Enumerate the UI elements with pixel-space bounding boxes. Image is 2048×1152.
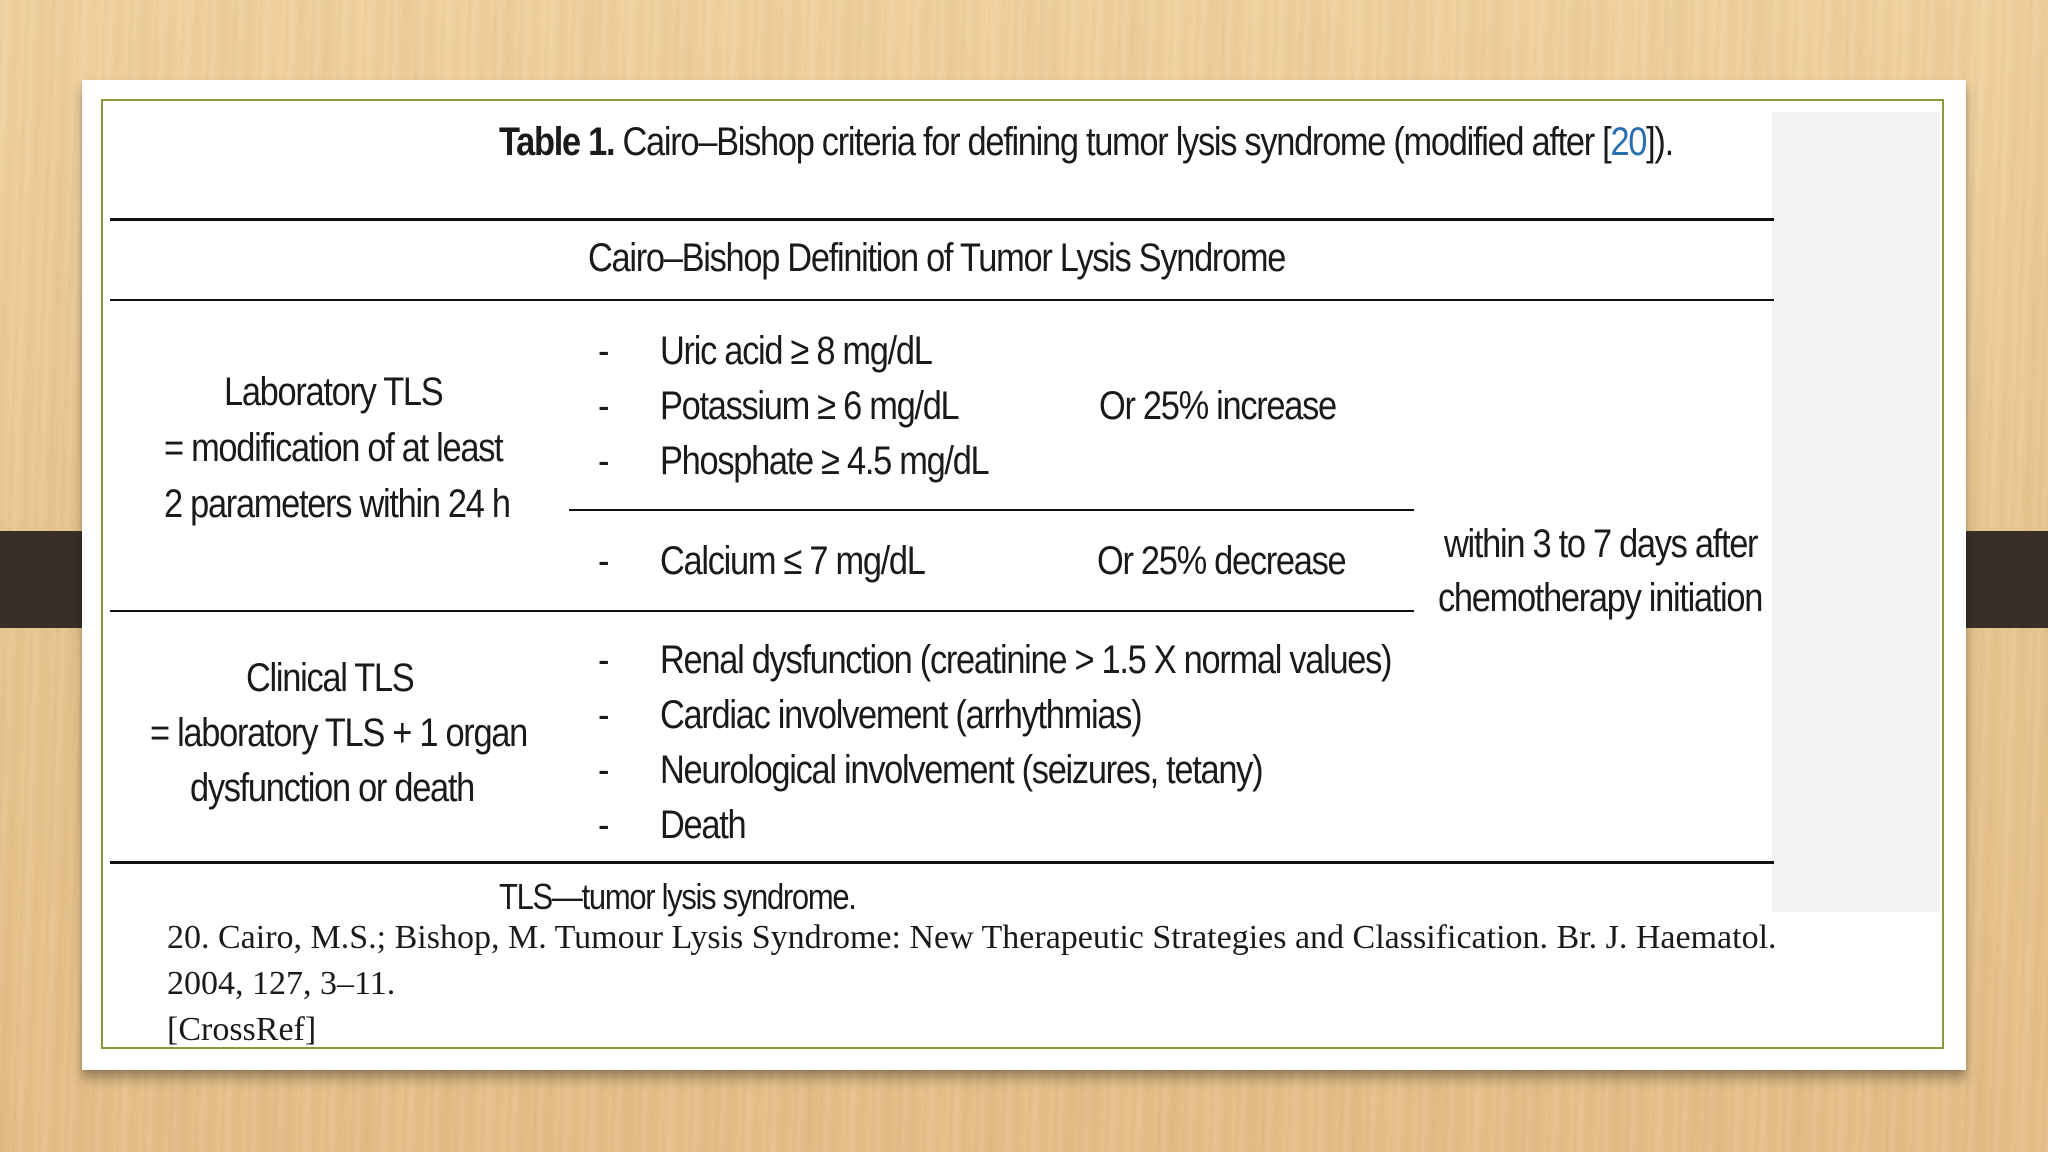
increase-note: Or 25% increase bbox=[1099, 384, 1336, 428]
crossref-link[interactable]: [CrossRef] bbox=[167, 1011, 317, 1048]
timing-line-2: chemotherapy initiation bbox=[1438, 576, 1763, 620]
lab-label-line-3: 2 parameters within 24 h bbox=[164, 482, 510, 526]
clinical-item-neurological: Neurological involvement (seizures, tetany) bbox=[660, 748, 1263, 792]
table-header: Cairo–Bishop Definition of Tumor Lysis Syndrome bbox=[588, 236, 1286, 280]
clinical-label-line-2: = laboratory TLS + 1 organ bbox=[150, 711, 527, 755]
table-caption-end: ]). bbox=[1646, 120, 1673, 164]
lab-bullet: - bbox=[598, 384, 609, 428]
lab-item-uric-acid: Uric acid ≥ 8 mg/dL bbox=[660, 329, 932, 373]
clinical-item-cardiac: Cardiac involvement (arrhythmias) bbox=[660, 693, 1142, 737]
clinical-bullet: - bbox=[598, 693, 609, 737]
table-footnote: TLS—tumor lysis syndrome. bbox=[499, 876, 856, 917]
lab-bullet: - bbox=[598, 439, 609, 483]
lab-label-line-2: = modification of at least bbox=[164, 426, 503, 470]
decrease-note: Or 25% decrease bbox=[1097, 539, 1346, 583]
slide-frame-border bbox=[101, 99, 1944, 1049]
citation-line-2: 2004, 127, 3–11. bbox=[167, 965, 396, 1002]
lab-item-potassium: Potassium ≥ 6 mg/dL bbox=[660, 384, 959, 428]
clinical-bullet: - bbox=[598, 748, 609, 792]
clinical-bullet: - bbox=[598, 638, 609, 682]
clinical-label-line-1: Clinical TLS bbox=[246, 656, 414, 700]
citation-line-1: 20. Cairo, M.S.; Bishop, M. Tumour Lysis Syndrome: New Therapeutic Strategies and Classification. Br. J. Haematol. bbox=[167, 919, 1777, 956]
table-caption-text: Cairo–Bishop criteria for defining tumor lysis syndrome (modified after [ bbox=[614, 120, 1611, 164]
clinical-bullet: - bbox=[598, 803, 609, 847]
lab-bullet: - bbox=[598, 539, 609, 583]
table-caption-ref-link[interactable]: 20 bbox=[1610, 120, 1647, 164]
lab-bullet: - bbox=[598, 329, 609, 373]
clinical-item-death: Death bbox=[660, 803, 746, 847]
lab-label-line-1: Laboratory TLS bbox=[224, 370, 443, 414]
lab-item-phosphate: Phosphate ≥ 4.5 mg/dL bbox=[660, 439, 989, 483]
timing-line-1: within 3 to 7 days after bbox=[1444, 522, 1758, 566]
table-caption-label: Table 1. bbox=[499, 120, 615, 164]
lab-item-calcium: Calcium ≤ 7 mg/dL bbox=[660, 539, 925, 583]
clinical-item-renal: Renal dysfunction (creatinine > 1.5 X normal values) bbox=[660, 638, 1392, 682]
clinical-label-line-3: dysfunction or death bbox=[190, 766, 475, 810]
